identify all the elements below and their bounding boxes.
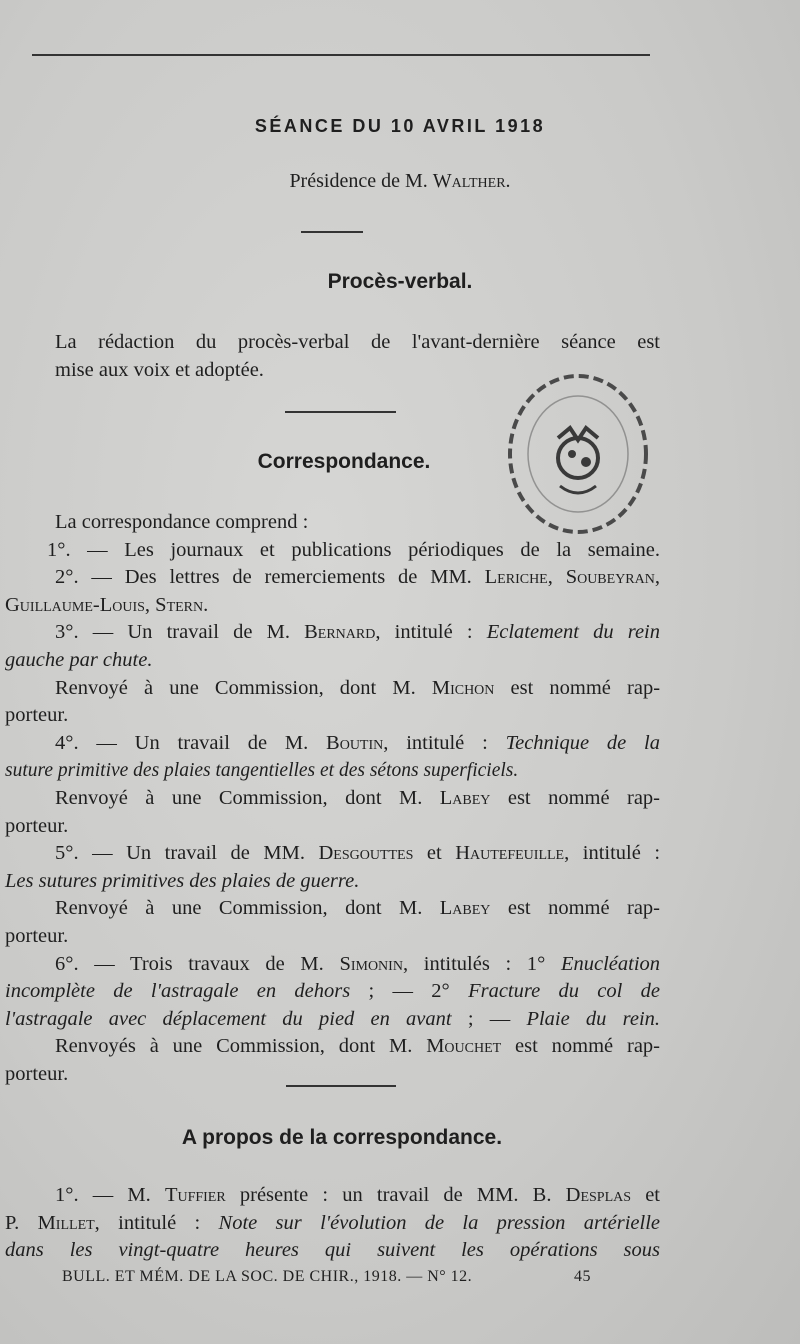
divider-3 (286, 1085, 396, 1087)
item-6-title-1: Enucléation (560, 952, 661, 975)
item-5-label: intitulé : (582, 842, 661, 865)
p1-title: Note sur l'évolution de la pression artérielle (218, 1211, 660, 1234)
item-6-cont-1 (5, 978, 660, 1006)
item-3-cont (5, 647, 660, 675)
item-5-author-1: Desgouttes (318, 842, 414, 865)
a-propos-p1 (55, 1182, 660, 1210)
item-3-title: Eclatement du rein (486, 621, 660, 644)
item-5-referral (55, 895, 660, 923)
item-5-referral-cont: porteur. (5, 924, 69, 947)
correspondance-intro: La correspondance comprend : (55, 511, 309, 533)
rapporteur-name: Mouchet (426, 1035, 502, 1058)
p1-text: 1°. — M. (55, 1184, 151, 1206)
p1-title-cont: dans les vingt-quatre heures qui suivent les opérations sous (5, 1239, 660, 1262)
p1-author-2: Millet, (37, 1211, 100, 1234)
a-propos-p1-cont-2 (5, 1237, 660, 1265)
item-2-cont (5, 592, 660, 620)
item-6-separator: ; — 2° (368, 980, 450, 1003)
item-6-referral (55, 1033, 660, 1061)
p1-initial: P. (5, 1211, 20, 1234)
page-footer (62, 1268, 662, 1286)
top-rule (32, 54, 650, 56)
item-2-names-cont: Guillaume-Louis, Stern. (5, 593, 209, 616)
p1-author-1: Desplas (565, 1184, 632, 1206)
item-3-referral (55, 675, 660, 703)
p1-text-2: présente : un travail de MM. B. (239, 1184, 552, 1206)
item-6-title-2-cont: l'astragale avec déplacement du pied en avant (5, 1007, 452, 1030)
p1-label: intitulé : (118, 1211, 201, 1234)
p1-presenter: Tuffier (164, 1184, 226, 1206)
item-3 (55, 619, 660, 647)
item-4-text: 4°. — Un travail de M. (55, 731, 309, 754)
referral-text-end: est nommé rap- (510, 676, 661, 699)
referral-text-end: est nommé rap- (515, 1035, 660, 1058)
page-number: 45 (574, 1268, 591, 1285)
item-4-referral-cont: porteur. (5, 814, 69, 837)
item-6-author: Simonin, (339, 952, 409, 975)
referral-text: Renvoyé à une Commission, dont M. (55, 676, 416, 699)
item-6-referral-cont: porteur. (5, 1062, 69, 1085)
item-6-separator: ; — (467, 1007, 511, 1030)
item-6-title-1-cont: incomplète de l'astragale en dehors (5, 980, 351, 1003)
president-name: Walther. (432, 170, 511, 192)
item-5 (55, 840, 660, 868)
text-line: La rédaction du procès-verbal de l'avant-dernière séance est (55, 331, 660, 353)
item-5-cont (5, 868, 660, 896)
item-5-author-2: Hautefeuille, (455, 842, 570, 865)
a-propos-p1-cont-1 (5, 1210, 660, 1238)
presidency-prefix: Présidence de M. (289, 170, 428, 192)
item-4-cont (5, 757, 660, 785)
referral-text-end: est nommé rap- (507, 897, 660, 920)
divider-1 (301, 231, 363, 233)
referral-text-end: est nommé rap- (507, 786, 660, 809)
item-4-referral (55, 785, 660, 813)
item-4-author: Boutin, (326, 731, 389, 754)
item-6-label: intitulés : 1° (423, 952, 546, 975)
item-2 (55, 564, 660, 592)
item-1: 1°. — Les journaux et publications périodiques de la semaine. (47, 538, 660, 561)
rapporteur-name: Labey (439, 897, 491, 920)
item-4 (55, 730, 660, 758)
item-6-title-2: Fracture du col de (468, 980, 660, 1003)
item-5-and: et (426, 842, 442, 865)
rapporteur-name: Michon (431, 676, 495, 699)
referral-text: Renvoyés à une Commission, dont M. (55, 1035, 413, 1058)
session-title: SÉANCE DU 10 AVRIL 1918 (254, 116, 546, 136)
item-6-cont-2 (5, 1006, 660, 1034)
stamp-emblem-icon (558, 428, 598, 493)
referral-text: Renvoyé à une Commission, dont M. (55, 786, 423, 809)
referral-text: Renvoyé à une Commission, dont M. (55, 897, 423, 920)
presidency-line (0, 170, 800, 193)
text-line: mise aux voix et adoptée. (55, 358, 264, 381)
p1-and: et (645, 1184, 660, 1206)
item-3-label: intitulé : (394, 621, 473, 644)
item-3-title-cont: gauche par chute. (5, 648, 153, 671)
divider-2 (285, 411, 396, 413)
proces-verbal-heading: Procès-verbal. (327, 270, 473, 293)
correspondance-text (5, 509, 661, 1088)
item-3-author: Bernard, (304, 621, 381, 644)
item-3-referral-cont: porteur. (5, 704, 69, 727)
a-propos-text (5, 1182, 660, 1265)
a-propos-heading: A propos de la correspondance. (181, 1126, 503, 1149)
journal-reference: BULL. ET MÉM. DE LA SOC. DE CHIR., 1918. — N° 12. (62, 1268, 473, 1285)
item-6 (55, 951, 660, 979)
item-6-text: 6°. — Trois travaux de M. (55, 952, 324, 975)
item-4-title: Technique de la (505, 731, 660, 754)
correspondance-heading: Correspondance. (257, 450, 431, 473)
rapporteur-name: Labey (439, 786, 491, 809)
item-3-text: 3°. — Un travail de M. (55, 621, 290, 644)
item-2-text: 2°. — Des lettres de remerciements de MM. (55, 566, 472, 589)
item-4-label: intitulé : (406, 731, 488, 754)
item-5-title: Les sutures primitives des plaies de guerre. (5, 869, 360, 892)
item-5-text: 5°. — Un travail de MM. (55, 842, 305, 865)
item-4-title-cont: suture primitive des plaies tangentielles et des sétons superficiels. (5, 760, 519, 782)
item-2-names: Leriche, Soubeyran, (484, 566, 660, 589)
item-6-title-3: Plaie du rein. (526, 1007, 661, 1030)
